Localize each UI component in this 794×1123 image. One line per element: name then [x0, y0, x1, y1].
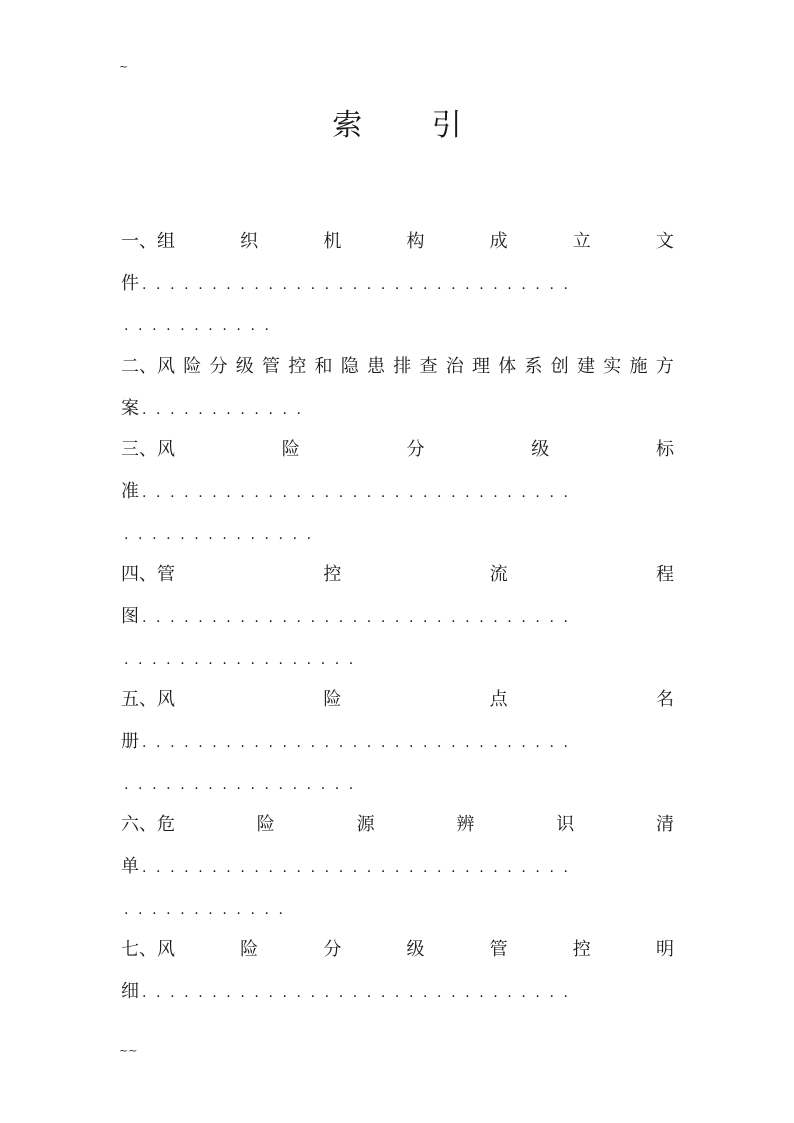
- toc-entry-3-word: 分: [406, 439, 425, 460]
- toc-entry-1-word: 一、组: [121, 231, 175, 252]
- toc-entry-3-word: 三、风: [121, 439, 175, 460]
- toc-leader-dots: ...............................: [142, 610, 578, 626]
- toc-entry-6-line1[interactable]: [121, 811, 674, 839]
- toc-leader-dots: .................: [124, 777, 363, 793]
- toc-entry-2-word: 分: [209, 356, 228, 377]
- toc-entry-1-word: 成: [489, 231, 508, 252]
- toc-leader-dots: ............: [124, 902, 293, 918]
- toc-entry-6-word: 识: [556, 814, 575, 835]
- toc-entry-1-last-char: 件: [121, 273, 139, 294]
- toc-entry-1-word: 立: [572, 231, 591, 252]
- toc-entry-7-word: 级: [406, 939, 425, 960]
- page-title: 索 引: [332, 108, 492, 143]
- toc-leader-dots: ...............................: [142, 277, 578, 293]
- toc-entry-2-line2[interactable]: [121, 395, 674, 423]
- toc-entry-7-last-char: 细: [121, 981, 139, 1002]
- toc-entry-5-line2[interactable]: [121, 728, 674, 756]
- toc-entry-2-word: 隐: [340, 356, 359, 377]
- toc-entry-2-word: 建: [577, 356, 595, 377]
- toc-entry-3-word: 险: [281, 439, 300, 460]
- toc-entry-4-last-char: 图: [121, 606, 139, 627]
- toc-entry-3-last-char: 准: [121, 481, 139, 502]
- toc-entry-2-word: 排: [393, 356, 412, 377]
- toc-entry-6-word: 源: [356, 814, 375, 835]
- toc-entry-2-word: 治: [445, 356, 464, 377]
- toc-entry-1-word: 织: [240, 231, 259, 252]
- toc-entry-2-last-char: 案: [121, 398, 139, 419]
- toc-entry-2-line1[interactable]: [121, 353, 674, 381]
- toc-entry-2-word: 患: [367, 356, 385, 377]
- toc-entry-2-word: 创: [550, 356, 569, 377]
- toc-entry-6-word: 险: [256, 814, 275, 835]
- toc-entry-2-word: 和: [314, 356, 333, 377]
- toc-leader-dots: ............: [142, 402, 311, 418]
- toc-entry-7-word: 控: [572, 939, 591, 960]
- toc-entry-2-word: 二、风: [121, 356, 175, 377]
- toc-entry-6-line3[interactable]: [121, 895, 674, 923]
- toc-entry-2-word: 实: [603, 356, 622, 377]
- toc-entry-4-line1[interactable]: [121, 561, 674, 589]
- toc-entry-7-word: 明: [655, 939, 674, 960]
- toc-entry-5-word: 五、风: [121, 689, 175, 710]
- toc-entry-3-word: 标: [656, 439, 674, 460]
- toc-entry-5-line3[interactable]: [121, 770, 674, 798]
- toc-entry-3-word: 级: [531, 439, 550, 460]
- toc-entry-2-word: 管: [262, 356, 280, 377]
- toc-entry-6-word: 六、危: [121, 814, 175, 835]
- toc-entry-1-word: 机: [323, 231, 342, 252]
- toc-leader-dots: ..............: [124, 527, 321, 543]
- toc-entry-2-word: 理: [472, 356, 490, 377]
- toc-entry-2-word: 体: [498, 356, 517, 377]
- toc-entry-7-line2[interactable]: [121, 978, 674, 1006]
- toc-entry-7-word: 分: [323, 939, 342, 960]
- toc-entry-1-word: 文: [655, 231, 674, 252]
- toc-entry-7-word: 险: [240, 939, 259, 960]
- toc-entry-3-line1[interactable]: [121, 436, 674, 464]
- toc-entry-3-line2[interactable]: [121, 478, 674, 506]
- toc-leader-dots: .................: [124, 652, 363, 668]
- toc-entry-5-word: 名: [655, 689, 674, 710]
- toc-entry-1-line2[interactable]: [121, 270, 674, 298]
- toc-entry-5-line1[interactable]: [121, 686, 674, 714]
- toc-entry-6-last-char: 单: [121, 856, 139, 877]
- toc-entry-3-line3[interactable]: [121, 520, 674, 548]
- toc-entry-7-word: 七、风: [121, 939, 175, 960]
- toc-entry-1-word: 构: [406, 231, 425, 252]
- toc-entry-2-word: 险: [183, 356, 202, 377]
- toc-entry-4-line3[interactable]: [121, 645, 674, 673]
- toc-entry-4-line2[interactable]: [121, 603, 674, 631]
- toc-entry-4-word: 程: [655, 564, 674, 585]
- toc-entry-5-word: 险: [323, 689, 342, 710]
- toc-entry-4-word: 控: [323, 564, 342, 585]
- toc-entry-4-word: 流: [489, 564, 508, 585]
- toc-entry-6-word: 清: [655, 814, 674, 835]
- toc-entry-7-word: 管: [489, 939, 508, 960]
- toc-entry-2-word: 控: [288, 356, 307, 377]
- toc-leader-dots: ...........: [124, 318, 279, 334]
- header-mark: ~: [119, 60, 129, 73]
- toc-entry-2-word: 方: [655, 356, 674, 377]
- toc-entry-5-word: 点: [489, 689, 508, 710]
- toc-entry-4-word: 四、管: [121, 564, 175, 585]
- footer-mark: ~~: [119, 1044, 138, 1057]
- toc-entry-1-line3[interactable]: [121, 311, 674, 339]
- toc-leader-dots: ...............................: [142, 735, 578, 751]
- toc-leader-dots: ...............................: [142, 860, 578, 876]
- toc-entry-5-last-char: 册: [121, 731, 139, 752]
- toc-entry-6-word: 辨: [456, 814, 475, 835]
- toc-entry-2-word: 系: [524, 356, 543, 377]
- toc-entry-1-line1[interactable]: [121, 228, 674, 256]
- toc-leader-dots: ...............................: [142, 985, 578, 1001]
- toc-entry-2-word: 查: [419, 356, 438, 377]
- toc-leader-dots: ...............................: [142, 485, 578, 501]
- toc-entry-7-line1[interactable]: [121, 936, 674, 964]
- toc-entry-2-word: 级: [235, 356, 254, 377]
- toc-entry-2-word: 施: [629, 356, 648, 377]
- toc-entry-6-line2[interactable]: [121, 853, 674, 881]
